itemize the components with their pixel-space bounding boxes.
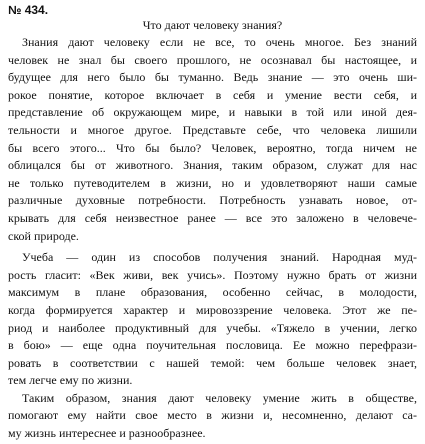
essay-title: Что дают человеку знания? [142,18,283,32]
text-line: рокое понятие, которое включает в себя и умение вести себя, и [8,87,417,102]
paragraph-1 [8,34,417,245]
text-line: риод и наиболее продуктивный для учебы. «Тяжело в учении, легко [8,320,417,335]
text-line: Таким образом, знания дают человеку умение жить в обществе, [22,390,417,405]
text-line: помогают ему найти свое место в жизни и, несомненно, делают са- [8,408,417,423]
text-line: рость гласит: «Век живи, век учись». Поэтому нужно брать от жизни [8,267,417,282]
text-line: му жизнь интереснее и разнообразнее. [8,426,206,441]
text-line: будущее для него было бы туманно. Ведь знание — это очень ши- [8,70,417,85]
text-line: тем легче ему по жизни. [8,373,133,388]
text-line: ской природе. [8,228,79,243]
text-line: различные духовные потребности. Потребность узнавать новое, от- [8,193,417,208]
text-line: человек не знал бы своего прошлого, не осознавал бы настоящее, и [8,52,417,67]
text-line: крывать для себя неизвестное ранее — все это заложено в человече- [8,210,417,225]
essay-body [8,34,417,443]
text-line: облицался бы от животного. Знания, таким образом, служат для нас [8,158,417,173]
text-line: максимум в плане образования, особенно сейчас, в молодости, [8,285,417,300]
text-line: представление об окружающем мире, и навыки в той или иной дея- [8,105,417,120]
text-line: Учеба — один из способов получения знаний. Народная муд- [22,250,417,265]
text-line: когда формируется характер и мировоззрение человека. Этот же пе- [8,302,417,317]
text-line: Знания дают человеку если не все, то очень многое. Без знаний [22,35,417,49]
text-line: бы всего этого... Что бы было? Человек, вероятно, тогда ничем не [8,140,417,155]
exercise-number: № 434. [8,3,49,17]
text-line: в бою» — еще одна поучительная пословица. Ее можно перефрази- [8,338,417,353]
paragraph-3 [8,390,417,443]
text-line: тельности и многое другое. Представьте себе, что человека лишили [8,122,417,137]
text-line: не только путеводителем в жизни, но и удовлетворяют наши самые [8,175,417,190]
paragraph-2 [8,249,417,390]
text-line: ровать в соответствии с нашей темой: чем больше человек знает, [8,355,417,370]
